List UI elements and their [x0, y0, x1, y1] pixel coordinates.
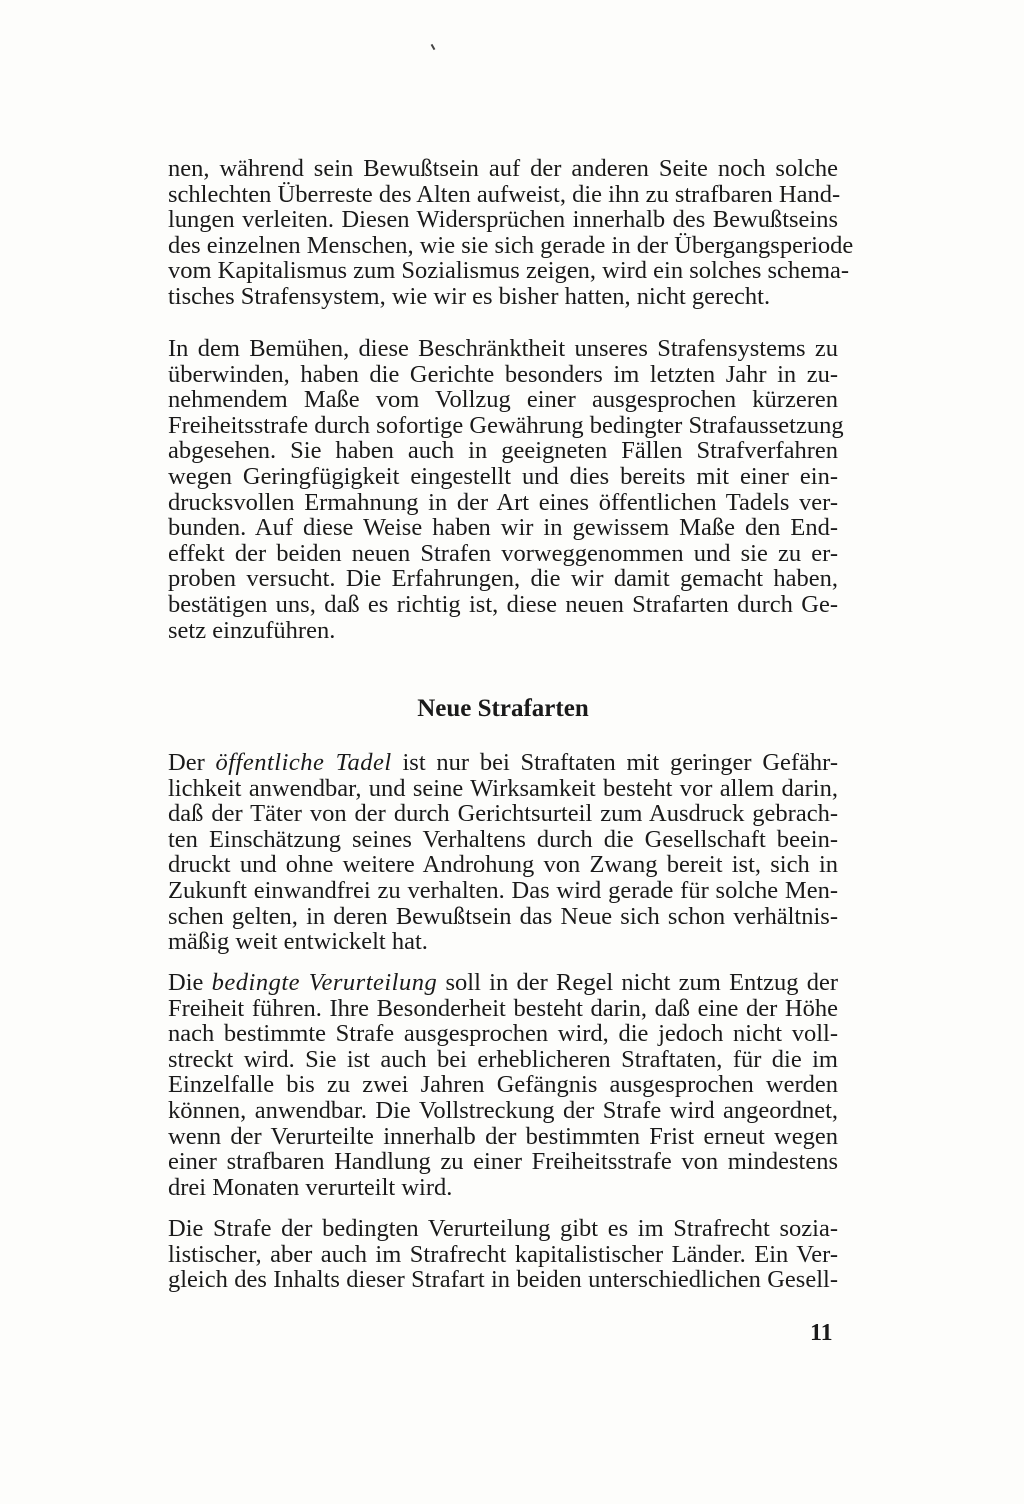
text-line: wenn der Verurteilte innerhalb der bestimmten Frist erneut wegen: [168, 1122, 838, 1150]
text-line: Freiheit führen. Ihre Besonderheit besteht darin, daß eine der Höhe: [168, 994, 838, 1022]
text-line: proben versucht. Die Erfahrungen, die wir damit gemacht haben,: [168, 565, 838, 593]
paragraph-5: [168, 1216, 838, 1293]
text-line: Zukunft einwandfrei zu verhalten. Das wird gerade für solche Men-: [168, 876, 838, 904]
print-speck: [431, 44, 436, 50]
text-line: schen gelten, in deren Bewußtsein das Neue sich schon verhältnis-: [168, 902, 838, 930]
text-line: mäßig weit entwickelt hat.: [168, 928, 428, 956]
text-line: [168, 750, 838, 776]
text-line: effekt der beiden neuen Strafen vorweggenommen und sie zu er-: [168, 539, 838, 567]
text-run: ist nur bei Straftaten mit geringer Gefähr-: [391, 749, 839, 776]
text-line: des einzelnen Menschen, wie sie sich gerade in der Übergangsperiode: [168, 231, 854, 259]
text-line: nach bestimmte Strafe ausgesprochen wird, die jedoch nicht voll-: [168, 1020, 838, 1048]
text-line: Die Strafe der bedingten Verurteilung gibt es im Strafrecht sozia-: [168, 1215, 838, 1242]
text-line: druckt und ohne weitere Androhung von Zwang bereit ist, sich in: [168, 851, 838, 879]
section-heading: Neue Strafarten: [417, 695, 589, 722]
text-line: drucksvollen Ermahnung in der Art eines öffentlichen Tadels ver-: [168, 488, 838, 516]
text-run: Die: [168, 969, 212, 996]
text-line: können, anwendbar. Die Vollstreckung der Strafe wird angeordnet,: [168, 1096, 838, 1124]
text-line: streckt wird. Sie ist auch bei erheblicheren Straftaten, für die im: [168, 1045, 838, 1073]
text-line: [168, 970, 838, 996]
text-line: nehmendem Maße vom Vollzug einer ausgesprochen kürzeren: [168, 386, 838, 414]
page-number: 11: [810, 1320, 833, 1346]
text-line: Einzelfalle bis zu zwei Jahren Gefängnis ausgesprochen werden: [168, 1071, 838, 1099]
text-line: listischer, aber auch im Strafrecht kapitalistischer Länder. Ein Ver-: [168, 1240, 838, 1268]
text-line: schlechten Überreste des Alten aufweist, die ihn zu strafbaren Hand-: [168, 180, 841, 208]
text-line: In dem Bemühen, diese Beschränktheit unseres Strafensystems zu: [168, 335, 838, 362]
emphasis-term: bedingte Verurteilung: [211, 969, 438, 996]
text-line: vom Kapitalismus zum Sozialismus zeigen, wird ein solches schema-: [168, 257, 850, 285]
text-run: soll in der Regel nicht zum Entzug der: [437, 969, 839, 996]
text-line: tisches Strafensystem, wie wir es bisher hatten, nicht gerecht.: [168, 282, 771, 310]
text-line: lichkeit anwendbar, und seine Wirksamkeit besteht vor allem darin,: [168, 774, 838, 802]
text-line: überwinden, haben die Gerichte besonders im letzten Jahr in zu-: [168, 360, 838, 388]
paragraph-4: [168, 970, 838, 1200]
text-line: nen, während sein Bewußtsein auf der anderen Seite noch solche: [168, 155, 838, 182]
text-line: bestätigen uns, daß es richtig ist, diese neuen Strafarten durch Ge-: [168, 590, 838, 618]
text-run: Der: [168, 749, 216, 776]
text-line: wegen Geringfügigkeit eingestellt und dies bereits mit einer ein-: [168, 462, 838, 490]
text-line: gleich des Inhalts dieser Strafart in beiden unterschiedlichen Gesell-: [168, 1266, 838, 1294]
paragraph-2: [168, 335, 844, 644]
paragraph-3: [168, 750, 838, 955]
text-line: ten Einschätzung seines Verhaltens durch die Gesellschaft beein-: [168, 825, 838, 853]
text-line: lungen verleiten. Diesen Widersprüchen innerhalb des Bewußtseins: [168, 206, 838, 234]
text-line: einer strafbaren Handlung zu einer Freiheitsstrafe von mindestens: [168, 1148, 838, 1176]
text-line: Freiheitsstrafe durch sofortige Gewährung bedingter Strafaussetzung: [168, 411, 844, 439]
text-line: drei Monaten verurteilt wird.: [168, 1173, 453, 1201]
text-line: abgesehen. Sie haben auch in geeigneten Fällen Strafverfahren: [168, 437, 838, 465]
text-line: bunden. Auf diese Weise haben wir in gewissem Maße den End-: [168, 514, 838, 542]
text-line: daß der Täter von der durch Gerichtsurteil zum Ausdruck gebrach-: [168, 800, 838, 828]
paragraph-1: [168, 155, 854, 310]
emphasis-term: öffentliche Tadel: [215, 749, 392, 776]
text-line: setz einzuführen.: [168, 616, 336, 644]
